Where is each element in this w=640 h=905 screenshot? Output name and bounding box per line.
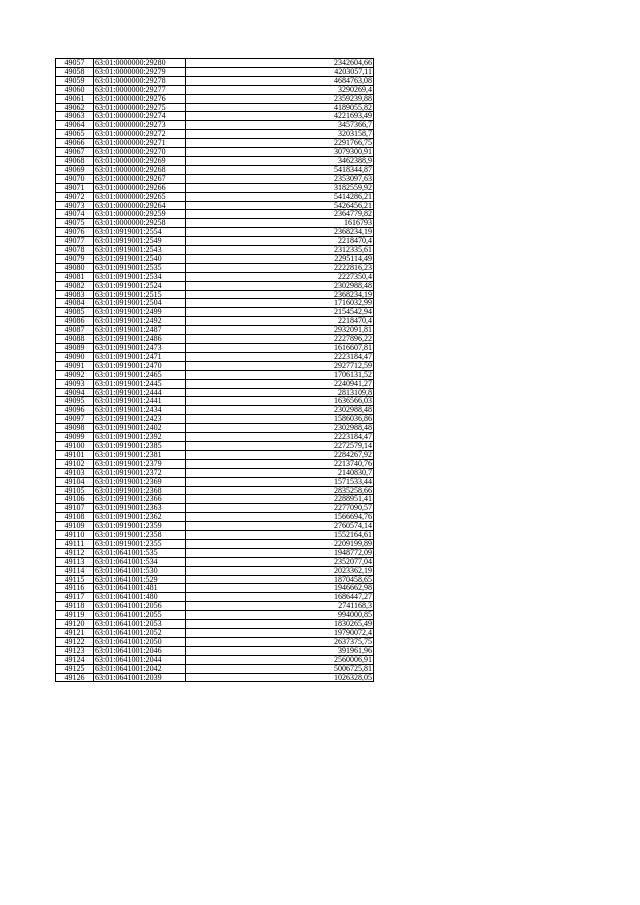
- cadastral-number-cell: 63:01:0919001:2543: [94, 246, 186, 255]
- cadastral-number-cell: 63:01:0641001:2044: [94, 655, 186, 664]
- cadastral-number-cell: 63:01:0919001:2423: [94, 415, 186, 424]
- cadastral-value-cell: 2223184,47: [186, 352, 374, 361]
- row-number-cell: 49073: [56, 201, 94, 210]
- cadastral-value-cell: 2227350,4: [186, 272, 374, 281]
- cadastral-value-cell: 2222816,23: [186, 263, 374, 272]
- cadastral-value-cell: 1552164,61: [186, 531, 374, 540]
- table-row: [56, 575, 374, 584]
- cadastral-value-table: [55, 58, 374, 682]
- table-row: [56, 148, 374, 157]
- table-row: [56, 308, 374, 317]
- cadastral-number-cell: 63:01:0919001:2402: [94, 424, 186, 433]
- row-number-cell: 49084: [56, 299, 94, 308]
- table-row: [56, 486, 374, 495]
- table-row: [56, 495, 374, 504]
- table-row: [56, 450, 374, 459]
- row-number-cell: 49125: [56, 664, 94, 673]
- row-number-cell: 49123: [56, 646, 94, 655]
- cadastral-number-cell: 63:01:0919001:2441: [94, 397, 186, 406]
- cadastral-number-cell: 63:01:0641001:530: [94, 566, 186, 575]
- cadastral-value-cell: 2927712,59: [186, 361, 374, 370]
- row-number-cell: 49066: [56, 139, 94, 148]
- cadastral-value-cell: 1716032,99: [186, 299, 374, 308]
- cadastral-number-cell: 63:01:0641001:2052: [94, 629, 186, 638]
- row-number-cell: 49064: [56, 121, 94, 130]
- row-number-cell: 49115: [56, 575, 94, 584]
- cadastral-number-cell: 63:01:0641001:481: [94, 584, 186, 593]
- table-row: [56, 183, 374, 192]
- table-row: [56, 174, 374, 183]
- cadastral-value-cell: 2154542,94: [186, 308, 374, 317]
- row-number-cell: 49077: [56, 237, 94, 246]
- cadastral-number-cell: 63:01:0919001:2372: [94, 468, 186, 477]
- cadastral-value-cell: 2302988,48: [186, 281, 374, 290]
- cadastral-number-cell: 63:01:0000000:29270: [94, 148, 186, 157]
- table-row: [56, 165, 374, 174]
- cadastral-value-cell: 3079300,91: [186, 148, 374, 157]
- row-number-cell: 49086: [56, 317, 94, 326]
- cadastral-value-cell: 2560006,91: [186, 655, 374, 664]
- table-row: [56, 59, 374, 68]
- table-row: [56, 94, 374, 103]
- cadastral-number-cell: 63:01:0000000:29271: [94, 139, 186, 148]
- table-row: [56, 317, 374, 326]
- cadastral-number-cell: 63:01:0000000:29273: [94, 121, 186, 130]
- table-row: [56, 557, 374, 566]
- table-row: [56, 201, 374, 210]
- table-row: [56, 673, 374, 682]
- table-row: [56, 646, 374, 655]
- cadastral-value-cell: 1946662,98: [186, 584, 374, 593]
- row-number-cell: 49124: [56, 655, 94, 664]
- table-row: [56, 281, 374, 290]
- row-number-cell: 49119: [56, 611, 94, 620]
- cadastral-number-cell: 63:01:0919001:2534: [94, 272, 186, 281]
- cadastral-value-cell: 391961,96: [186, 646, 374, 655]
- row-number-cell: 49109: [56, 522, 94, 531]
- cadastral-number-cell: 63:01:0000000:29280: [94, 59, 186, 68]
- row-number-cell: 49093: [56, 379, 94, 388]
- cadastral-value-cell: 1830265,49: [186, 620, 374, 629]
- cadastral-value-cell: 2023362,19: [186, 566, 374, 575]
- cadastral-number-cell: 63:01:0919001:2524: [94, 281, 186, 290]
- cadastral-value-cell: 4203057,11: [186, 67, 374, 76]
- cadastral-value-cell: 2364779,82: [186, 210, 374, 219]
- row-number-cell: 49116: [56, 584, 94, 593]
- cadastral-value-cell: 2637375,75: [186, 637, 374, 646]
- row-number-cell: 49091: [56, 361, 94, 370]
- cadastral-value-cell: 2368234,19: [186, 228, 374, 237]
- table-row: [56, 263, 374, 272]
- row-number-cell: 49104: [56, 477, 94, 486]
- cadastral-number-cell: 63:01:0919001:2359: [94, 522, 186, 531]
- row-number-cell: 49060: [56, 85, 94, 94]
- row-number-cell: 49120: [56, 620, 94, 629]
- cadastral-value-cell: 1870458,65: [186, 575, 374, 584]
- cadastral-number-cell: 63:01:0000000:29275: [94, 103, 186, 112]
- row-number-cell: 49071: [56, 183, 94, 192]
- cadastral-value-cell: 2813109,8: [186, 388, 374, 397]
- row-number-cell: 49081: [56, 272, 94, 281]
- row-number-cell: 49059: [56, 76, 94, 85]
- table-row: [56, 459, 374, 468]
- cadastral-value-cell: 1026328,05: [186, 673, 374, 682]
- cadastral-value-cell: 2218470,4: [186, 317, 374, 326]
- cadastral-number-cell: 63:01:0641001:480: [94, 593, 186, 602]
- cadastral-value-cell: 3182559,92: [186, 183, 374, 192]
- cadastral-number-cell: 63:01:0000000:29267: [94, 174, 186, 183]
- table-row: [56, 477, 374, 486]
- cadastral-value-cell: 2227896,22: [186, 335, 374, 344]
- cadastral-number-cell: 63:01:0919001:2358: [94, 531, 186, 540]
- cadastral-value-cell: 2291766,75: [186, 139, 374, 148]
- cadastral-value-cell: 2295114,49: [186, 254, 374, 263]
- row-number-cell: 49111: [56, 539, 94, 548]
- row-number-cell: 49108: [56, 513, 94, 522]
- cadastral-number-cell: 63:01:0000000:29279: [94, 67, 186, 76]
- cadastral-value-cell: 1948772,09: [186, 548, 374, 557]
- cadastral-value-cell: 2368234,19: [186, 290, 374, 299]
- cadastral-number-cell: 63:01:0000000:29277: [94, 85, 186, 94]
- cadastral-value-cell: 2302988,48: [186, 406, 374, 415]
- cadastral-value-cell: 3203158,7: [186, 130, 374, 139]
- table-row: [56, 352, 374, 361]
- cadastral-value-cell: 2213740,76: [186, 459, 374, 468]
- cadastral-value-cell: 2312335,61: [186, 246, 374, 255]
- cadastral-number-cell: 63:01:0919001:2487: [94, 326, 186, 335]
- table-row: [56, 85, 374, 94]
- cadastral-value-cell: 2741168,3: [186, 602, 374, 611]
- cadastral-number-cell: 63:01:0000000:29278: [94, 76, 186, 85]
- row-number-cell: 49110: [56, 531, 94, 540]
- table-row: [56, 539, 374, 548]
- table-row: [56, 415, 374, 424]
- cadastral-value-cell: 2277090,57: [186, 504, 374, 513]
- row-number-cell: 49105: [56, 486, 94, 495]
- cadastral-number-cell: 63:01:0919001:2445: [94, 379, 186, 388]
- row-number-cell: 49065: [56, 130, 94, 139]
- table-row: [56, 192, 374, 201]
- cadastral-value-cell: 2342604,66: [186, 59, 374, 68]
- table-row: [56, 76, 374, 85]
- table-row: [56, 397, 374, 406]
- row-number-cell: 49083: [56, 290, 94, 299]
- cadastral-value-cell: 2240941,27: [186, 379, 374, 388]
- table-row: [56, 531, 374, 540]
- cadastral-number-cell: 63:01:0000000:29274: [94, 112, 186, 121]
- cadastral-number-cell: 63:01:0919001:2473: [94, 344, 186, 353]
- table-row: [56, 103, 374, 112]
- cadastral-number-cell: 63:01:0000000:29266: [94, 183, 186, 192]
- cadastral-number-cell: 63:01:0919001:2392: [94, 433, 186, 442]
- row-number-cell: 49114: [56, 566, 94, 575]
- table-row: [56, 290, 374, 299]
- row-number-cell: 49118: [56, 602, 94, 611]
- table-row: [56, 121, 374, 130]
- cadastral-number-cell: 63:01:0919001:2471: [94, 352, 186, 361]
- cadastral-value-cell: 19790072,4: [186, 629, 374, 638]
- row-number-cell: 49122: [56, 637, 94, 646]
- cadastral-value-cell: 1571533,44: [186, 477, 374, 486]
- table-row: [56, 326, 374, 335]
- cadastral-value-cell: 1616607,81: [186, 344, 374, 353]
- cadastral-number-cell: 63:01:0641001:2056: [94, 602, 186, 611]
- row-number-cell: 49061: [56, 94, 94, 103]
- cadastral-number-cell: 63:01:0919001:2470: [94, 361, 186, 370]
- table-row: [56, 67, 374, 76]
- cadastral-value-cell: 1586036,86: [186, 415, 374, 424]
- cadastral-number-cell: 63:01:0919001:2504: [94, 299, 186, 308]
- table-row: [56, 468, 374, 477]
- cadastral-value-cell: 1706131,52: [186, 370, 374, 379]
- cadastral-value-cell: 5006725,81: [186, 664, 374, 673]
- cadastral-number-cell: 63:01:0919001:2540: [94, 254, 186, 263]
- row-number-cell: 49080: [56, 263, 94, 272]
- cadastral-number-cell: 63:01:0919001:2499: [94, 308, 186, 317]
- cadastral-number-cell: 63:01:0919001:2363: [94, 504, 186, 513]
- table-row: [56, 254, 374, 263]
- row-number-cell: 49088: [56, 335, 94, 344]
- cadastral-number-cell: 63:01:0919001:2366: [94, 495, 186, 504]
- cadastral-number-cell: 63:01:0000000:29269: [94, 156, 186, 165]
- row-number-cell: 49121: [56, 629, 94, 638]
- cadastral-value-cell: 3457366,7: [186, 121, 374, 130]
- table-row: [56, 272, 374, 281]
- cadastral-number-cell: 63:01:0919001:2492: [94, 317, 186, 326]
- table-row: [56, 246, 374, 255]
- table-row: [56, 602, 374, 611]
- cadastral-value-cell: 3290269,4: [186, 85, 374, 94]
- cadastral-number-cell: 63:01:0000000:29268: [94, 165, 186, 174]
- row-number-cell: 49094: [56, 388, 94, 397]
- table-row: [56, 379, 374, 388]
- cadastral-value-cell: 2352077,04: [186, 557, 374, 566]
- row-number-cell: 49092: [56, 370, 94, 379]
- row-number-cell: 49089: [56, 344, 94, 353]
- table-row: [56, 210, 374, 219]
- table-row: [56, 228, 374, 237]
- row-number-cell: 49098: [56, 424, 94, 433]
- table-row: [56, 370, 374, 379]
- cadastral-value-cell: 2288951,41: [186, 495, 374, 504]
- cadastral-number-cell: 63:01:0919001:2549: [94, 237, 186, 246]
- cadastral-number-cell: 63:01:0641001:529: [94, 575, 186, 584]
- cadastral-number-cell: 63:01:0919001:2465: [94, 370, 186, 379]
- cadastral-number-cell: 63:01:0919001:2381: [94, 450, 186, 459]
- row-number-cell: 49101: [56, 450, 94, 459]
- table-row: [56, 237, 374, 246]
- cadastral-value-cell: 2284267,92: [186, 450, 374, 459]
- table-row: [56, 629, 374, 638]
- row-number-cell: 49076: [56, 228, 94, 237]
- table-row: [56, 593, 374, 602]
- row-number-cell: 49112: [56, 548, 94, 557]
- cadastral-value-cell: 2760574,14: [186, 522, 374, 531]
- row-number-cell: 49062: [56, 103, 94, 112]
- cadastral-number-cell: 63:01:0641001:534: [94, 557, 186, 566]
- row-number-cell: 49078: [56, 246, 94, 255]
- row-number-cell: 49102: [56, 459, 94, 468]
- cadastral-number-cell: 63:01:0919001:2385: [94, 441, 186, 450]
- row-number-cell: 49096: [56, 406, 94, 415]
- row-number-cell: 49074: [56, 210, 94, 219]
- cadastral-number-cell: 63:01:0000000:29265: [94, 192, 186, 201]
- cadastral-number-cell: 63:01:0919001:2434: [94, 406, 186, 415]
- row-number-cell: 49068: [56, 156, 94, 165]
- table-row: [56, 548, 374, 557]
- cadastral-number-cell: 63:01:0641001:2042: [94, 664, 186, 673]
- cadastral-value-cell: 4684763,08: [186, 76, 374, 85]
- cadastral-value-cell: 5418344,87: [186, 165, 374, 174]
- table-row: [56, 406, 374, 415]
- table-row: [56, 637, 374, 646]
- cadastral-value-cell: 2218470,4: [186, 237, 374, 246]
- table-row: [56, 424, 374, 433]
- cadastral-value-cell: 2359239,88: [186, 94, 374, 103]
- cadastral-value-cell: 2223184,47: [186, 433, 374, 442]
- cadastral-value-cell: 2835258,66: [186, 486, 374, 495]
- table-row: [56, 344, 374, 353]
- cadastral-value-cell: 1616793: [186, 219, 374, 228]
- cadastral-value-cell: 2932091,81: [186, 326, 374, 335]
- cadastral-value-cell: 1686447,27: [186, 593, 374, 602]
- cadastral-number-cell: 63:01:0641001:2050: [94, 637, 186, 646]
- table-body: [56, 59, 374, 682]
- cadastral-number-cell: 63:01:0000000:29264: [94, 201, 186, 210]
- table-row: [56, 513, 374, 522]
- table-row: [56, 139, 374, 148]
- cadastral-number-cell: 63:01:0919001:2515: [94, 290, 186, 299]
- cadastral-value-cell: 3462388,9: [186, 156, 374, 165]
- row-number-cell: 49087: [56, 326, 94, 335]
- table-row: [56, 156, 374, 165]
- cadastral-value-cell: 994000,85: [186, 611, 374, 620]
- cadastral-number-cell: 63:01:0000000:29258: [94, 219, 186, 228]
- row-number-cell: 49099: [56, 433, 94, 442]
- cadastral-value-cell: 1566694,76: [186, 513, 374, 522]
- table-row: [56, 130, 374, 139]
- cadastral-value-cell: 5426456,21: [186, 201, 374, 210]
- row-number-cell: 49090: [56, 352, 94, 361]
- cadastral-value-cell: 2353097,63: [186, 174, 374, 183]
- cadastral-value-cell: 1636566,03: [186, 397, 374, 406]
- table-row: [56, 219, 374, 228]
- cadastral-number-cell: 63:01:0919001:2444: [94, 388, 186, 397]
- row-number-cell: 49072: [56, 192, 94, 201]
- cadastral-number-cell: 63:01:0919001:2362: [94, 513, 186, 522]
- table-row: [56, 664, 374, 673]
- cadastral-number-cell: 63:01:0919001:2554: [94, 228, 186, 237]
- cadastral-number-cell: 63:01:0000000:29259: [94, 210, 186, 219]
- table-row: [56, 299, 374, 308]
- table-row: [56, 584, 374, 593]
- table-row: [56, 433, 374, 442]
- cadastral-number-cell: 63:01:0919001:2368: [94, 486, 186, 495]
- table-row: [56, 620, 374, 629]
- row-number-cell: 49107: [56, 504, 94, 513]
- cadastral-number-cell: 63:01:0641001:2046: [94, 646, 186, 655]
- row-number-cell: 49113: [56, 557, 94, 566]
- table-row: [56, 522, 374, 531]
- row-number-cell: 49100: [56, 441, 94, 450]
- cadastral-number-cell: 63:01:0641001:2053: [94, 620, 186, 629]
- cadastral-value-cell: 2272579,14: [186, 441, 374, 450]
- cadastral-number-cell: 63:01:0919001:2486: [94, 335, 186, 344]
- row-number-cell: 49117: [56, 593, 94, 602]
- cadastral-value-cell: 2209199,89: [186, 539, 374, 548]
- row-number-cell: 49075: [56, 219, 94, 228]
- table-row: [56, 566, 374, 575]
- cadastral-number-cell: 63:01:0919001:2369: [94, 477, 186, 486]
- table-row: [56, 655, 374, 664]
- cadastral-number-cell: 63:01:0000000:29276: [94, 94, 186, 103]
- row-number-cell: 49057: [56, 59, 94, 68]
- table-row: [56, 361, 374, 370]
- cadastral-number-cell: 63:01:0641001:2055: [94, 611, 186, 620]
- cadastral-value-cell: 4221693,49: [186, 112, 374, 121]
- cadastral-number-cell: 63:01:0919001:2535: [94, 263, 186, 272]
- cadastral-value-cell: 2140830,7: [186, 468, 374, 477]
- table-row: [56, 441, 374, 450]
- row-number-cell: 49063: [56, 112, 94, 121]
- cadastral-value-cell: 2302988,48: [186, 424, 374, 433]
- table-row: [56, 504, 374, 513]
- row-number-cell: 49067: [56, 148, 94, 157]
- row-number-cell: 49058: [56, 67, 94, 76]
- row-number-cell: 49106: [56, 495, 94, 504]
- row-number-cell: 49095: [56, 397, 94, 406]
- row-number-cell: 49082: [56, 281, 94, 290]
- cadastral-value-cell: 4189055,82: [186, 103, 374, 112]
- table-row: [56, 388, 374, 397]
- row-number-cell: 49070: [56, 174, 94, 183]
- cadastral-number-cell: 63:01:0641001:2039: [94, 673, 186, 682]
- row-number-cell: 49069: [56, 165, 94, 174]
- row-number-cell: 49103: [56, 468, 94, 477]
- cadastral-number-cell: 63:01:0919001:2379: [94, 459, 186, 468]
- cadastral-number-cell: 63:01:0641001:535: [94, 548, 186, 557]
- table-row: [56, 335, 374, 344]
- table-row: [56, 112, 374, 121]
- table-row: [56, 611, 374, 620]
- cadastral-number-cell: 63:01:0919001:2355: [94, 539, 186, 548]
- row-number-cell: 49085: [56, 308, 94, 317]
- row-number-cell: 49079: [56, 254, 94, 263]
- row-number-cell: 49126: [56, 673, 94, 682]
- cadastral-number-cell: 63:01:0000000:29272: [94, 130, 186, 139]
- cadastral-value-cell: 5414286,21: [186, 192, 374, 201]
- row-number-cell: 49097: [56, 415, 94, 424]
